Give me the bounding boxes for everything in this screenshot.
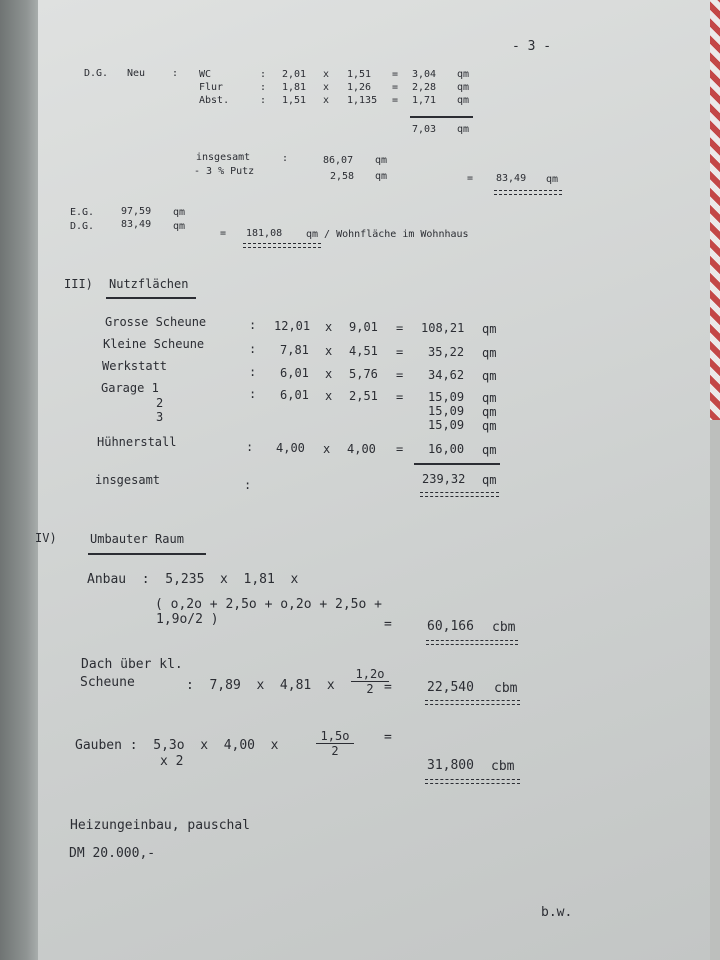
dg-row-name: Flur (199, 82, 224, 93)
heating-amount: DM 20.000,- (69, 846, 156, 861)
double-underline (494, 190, 562, 195)
dg-row-unit: qm (457, 82, 470, 93)
dach-unit: cbm (494, 681, 518, 696)
gauben-line-1: Gauben : 5,3o x 4,00 x (75, 738, 279, 753)
dg-row-b: 1,26 (347, 82, 372, 93)
anbau-line-3: 1,9o/2 ) (156, 612, 219, 627)
equals-sign: = (384, 617, 392, 632)
dg-row-b: 1,51 (347, 69, 372, 80)
colon: : (244, 478, 252, 492)
sum-line (410, 116, 473, 118)
dach-expression: : 7,89 x 4,81 x (186, 678, 335, 693)
area-row-a: 6,01 (280, 366, 309, 380)
times-sign: x (323, 69, 330, 80)
area-row-unit: qm (482, 322, 497, 336)
area-row-unit: qm (482, 346, 497, 360)
area-row-a: 12,01 (274, 319, 311, 333)
times-sign: x (325, 344, 333, 358)
anbau-result: 60,166 (427, 619, 474, 634)
colon: : (249, 318, 257, 332)
dg-row-a: 2,01 (282, 69, 307, 80)
fraction-denominator: 2 (331, 744, 339, 758)
equals-sign: = (392, 69, 399, 80)
binder-edge (0, 0, 38, 960)
times-sign: x (323, 95, 330, 106)
area-row-b: 4,51 (349, 344, 378, 358)
area-row-result: 108,21 (421, 321, 465, 335)
colon: : (282, 153, 289, 164)
colon: : (249, 342, 257, 356)
dg-label: D.G. (84, 68, 109, 79)
title-underline (88, 553, 206, 555)
area-row-b: 4,00 (347, 442, 376, 456)
area-row-result: 35,22 (428, 345, 465, 359)
equals-sign: = (467, 173, 474, 184)
equals-sign: = (396, 345, 404, 359)
area-row-a: 4,00 (276, 441, 305, 455)
equals-sign: = (396, 321, 404, 335)
heating-label: Heizungeinbau, pauschal (70, 818, 251, 833)
dg-total-label: insgesamt (196, 152, 251, 163)
dg-row-name: WC (199, 69, 212, 80)
times-sign: x (323, 442, 331, 456)
dg-summary-value: 83,49 (121, 219, 152, 230)
dg-summary-unit: qm (173, 221, 186, 232)
dach-result: 22,540 (427, 680, 474, 695)
colon: : (246, 440, 254, 454)
eg-label: E.G. (70, 207, 95, 218)
total-label: insgesamt (95, 473, 161, 487)
anbau-line-1: Anbau : 5,235 x 1,81 x (87, 572, 299, 587)
area-row-name: 2 (156, 396, 164, 410)
area-row-b: 9,01 (349, 320, 378, 334)
area-row-a: 6,01 (280, 388, 309, 402)
dg-sub-label: Neu (127, 68, 146, 79)
dg-row-a: 1,51 (282, 95, 307, 106)
title-underline (106, 297, 196, 299)
dg-sum: 7,03 (412, 124, 437, 135)
section-number: III) (64, 277, 93, 291)
page-footer: b.w. (541, 905, 573, 920)
dg-row-unit: qm (457, 95, 470, 106)
colon: : (249, 387, 257, 401)
dg-row-result: 2,28 (412, 82, 437, 93)
area-row-unit: qm (482, 443, 497, 457)
living-area-total: 181,08 (246, 228, 283, 239)
area-row-b: 2,51 (349, 389, 378, 403)
area-row-result: 15,09 (428, 390, 465, 404)
colon: : (260, 69, 267, 80)
area-row-result: 15,09 (428, 404, 465, 418)
area-row-result: 34,62 (428, 368, 465, 382)
section-title: Umbauter Raum (90, 532, 184, 546)
dg-row-result: 3,04 (412, 69, 437, 80)
area-row-result: 15,09 (428, 418, 465, 432)
eg-unit: qm (173, 207, 186, 218)
dg-result-unit: qm (546, 174, 559, 185)
times-sign: x (325, 320, 333, 334)
section-title: Nutzflächen (109, 277, 189, 291)
gauben-fraction (316, 730, 354, 757)
double-underline (425, 700, 520, 705)
area-row-unit: qm (482, 405, 497, 419)
total-unit: qm (482, 473, 497, 487)
anbau-line-2: ( o,2o + 2,5o + o,2o + 2,5o + (155, 597, 382, 612)
gauben-unit: cbm (491, 759, 515, 774)
area-row-unit: qm (482, 391, 497, 405)
dg-putz-unit: qm (375, 171, 388, 182)
living-area-text: qm / Wohnfläche im Wohnhaus (306, 229, 469, 240)
fraction-denominator: 2 (366, 682, 374, 696)
dg-row-name: Abst. (199, 95, 230, 106)
gauben-result: 31,800 (427, 758, 474, 773)
double-underline (426, 640, 518, 645)
dach-line-2: Scheune (80, 675, 135, 690)
dg-row-b: 1,135 (347, 95, 378, 106)
dach-line-1: Dach über kl. (81, 657, 183, 672)
equals-sign: = (396, 368, 404, 382)
dg-result: 83,49 (496, 173, 527, 184)
area-row-name: Garage 1 (101, 381, 159, 395)
double-underline (243, 243, 321, 248)
dg-row-unit: qm (457, 69, 470, 80)
dg-sum-unit: qm (457, 124, 470, 135)
colon: : (260, 82, 267, 93)
fraction-numerator: 1,2o (351, 668, 389, 682)
area-row-unit: qm (482, 419, 497, 433)
colon: : (249, 365, 257, 379)
dg-total-unit: qm (375, 155, 388, 166)
double-underline (425, 779, 520, 784)
equals-sign: = (396, 442, 404, 456)
area-row-a: 7,81 (280, 343, 309, 357)
eg-value: 97,59 (121, 206, 152, 217)
times-sign: x (325, 389, 333, 403)
total-value: 239,32 (422, 472, 466, 486)
section-number: IV) (35, 531, 57, 545)
equals-sign: = (384, 680, 392, 695)
equals-sign: = (220, 228, 227, 239)
dg-colon: : (172, 68, 179, 79)
anbau-unit: cbm (492, 620, 516, 635)
page-number: - 3 - (512, 39, 552, 54)
times-sign: x (323, 82, 330, 93)
dg-putz-value: 2,58 (330, 171, 355, 182)
dg-row-a: 1,81 (282, 82, 307, 93)
area-row-unit: qm (482, 369, 497, 383)
area-row-name: Grosse Scheune (105, 315, 207, 329)
equals-sign: = (392, 82, 399, 93)
fraction-numerator: 1,5o (316, 730, 354, 744)
equals-sign: = (396, 390, 404, 404)
dg-total-value: 86,07 (323, 155, 354, 166)
area-row-name: 3 (156, 410, 164, 424)
dg-row-result: 1,71 (412, 95, 437, 106)
dg-summary-label: D.G. (70, 221, 95, 232)
colon: : (260, 95, 267, 106)
equals-sign: = (392, 95, 399, 106)
area-row-name: Hühnerstall (97, 435, 177, 449)
dg-putz-label: - 3 % Putz (194, 166, 255, 177)
area-row-name: Werkstatt (102, 359, 168, 373)
sum-line (414, 463, 500, 465)
gauben-line-2: x 2 (160, 754, 184, 769)
equals-sign: = (384, 730, 392, 745)
area-row-result: 16,00 (428, 442, 465, 456)
times-sign: x (325, 367, 333, 381)
double-underline (420, 492, 499, 497)
area-row-b: 5,76 (349, 367, 378, 381)
area-row-name: Kleine Scheune (103, 337, 205, 351)
